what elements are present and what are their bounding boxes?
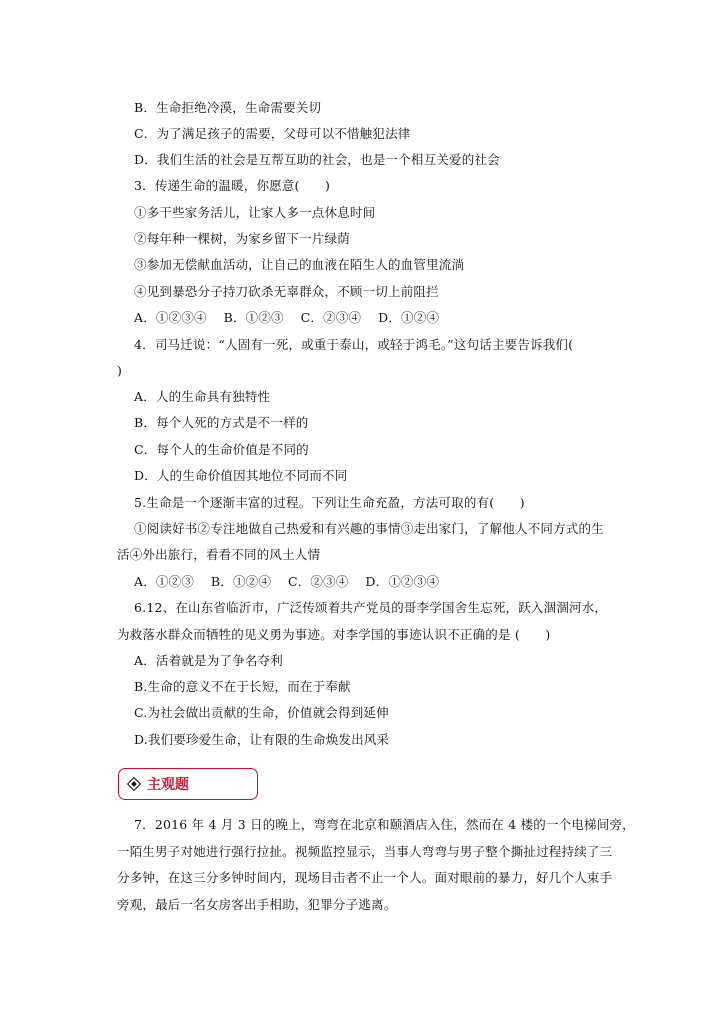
q3-item-1: ①多干些家务活儿，让家人多一点休息时间 xyxy=(134,205,376,220)
option-b-q2: B．生命拒绝冷漠，生命需要关切 xyxy=(134,100,322,115)
q4-option-a: A．人的生命具有独特性 xyxy=(134,389,271,404)
q6-option-a: A．活着就是为了争名夺利 xyxy=(134,653,283,668)
q6-option-d: D.我们要珍爱生命，让有限的生命焕发出风采 xyxy=(134,732,390,747)
question-5: 5.生命是一个逐渐丰富的过程。下列让生命充盈，方法可取的有( ) xyxy=(134,495,525,510)
q3-options: A．①②③④ B．①②③ C．②③④ D．①②④ xyxy=(134,310,440,325)
q6-option-b: B.生命的意义不在于长短，而在于奉献 xyxy=(134,679,351,694)
section-tag-label: 主观题 xyxy=(147,777,189,793)
question-4-continued: ) xyxy=(117,363,123,378)
q3-item-2: ②每年种一棵树，为家乡留下一片绿荫 xyxy=(134,231,350,246)
option-c-q2: C．为了满足孩子的需要，父母可以不惜触犯法律 xyxy=(134,126,411,141)
question-3: 3．传递生命的温暖，你愿意( ) xyxy=(134,178,331,193)
q5-options: A．①②③ B．①②④ C．②③④ D．①②③④ xyxy=(134,574,440,589)
question-7: 7．2016 年 4 月 3 日的晚上，弯弯在北京和颐酒店入住，然而在 4 楼的一个电梯间旁， xyxy=(134,817,635,832)
question-7-line-2: 一陌生男子对她进行强行拉扯。视频监控显示，当事人弯弯与男子整个撕扯过程持续了三 xyxy=(117,844,613,859)
question-7-line-3: 分多钟，在这三分多钟时间内，现场目击者不止一个人。面对眼前的暴力，好几个人束手 xyxy=(117,870,613,885)
q6-option-c: C.为社会做出贡献的生命，价值就会得到延伸 xyxy=(134,705,389,720)
option-d-q2: D．我们生活的社会是互帮互助的社会，也是一个相互关爱的社会 xyxy=(134,152,500,167)
q5-items-continued: 活④外出旅行，看看不同的风土人情 xyxy=(117,547,321,562)
q3-item-4: ④见到暴恐分子持刀砍杀无辜群众，不顾一切上前阻拦 xyxy=(134,284,439,299)
q4-option-d: D．人的生命价值因其地位不同而不同 xyxy=(134,468,348,483)
question-6: 6.12、在山东省临沂市，广泛传颂着共产党员的哥李学国舍生忘死，跃入涸涸河水， xyxy=(134,600,608,615)
q4-option-b: B．每个人死的方式是不一样的 xyxy=(134,415,309,430)
q3-item-3: ③参加无偿献血活动，让自己的血液在陌生人的血管里流淌 xyxy=(134,257,465,272)
question-7-line-4: 旁观，最后一名女房客出手相助，犯罪分子逃离。 xyxy=(117,897,397,912)
diamond-icon xyxy=(129,779,139,789)
q5-items: ①阅读好书②专注地做自己热爱和有兴趣的事情③走出家门，了解他人不同方式的生 xyxy=(134,521,604,536)
section-tag xyxy=(118,768,258,800)
question-4: 4．司马迁说：“人固有一死，或重于泰山，或轻于鸿毛。”这句话主要告诉我们( xyxy=(134,337,574,352)
question-6-continued: 为救落水群众而牺牲的见义勇为事迹。对李学国的事迹认识不正确的是 ( ) xyxy=(117,627,551,642)
q4-option-c: C．每个人的生命价值是不同的 xyxy=(134,442,309,457)
